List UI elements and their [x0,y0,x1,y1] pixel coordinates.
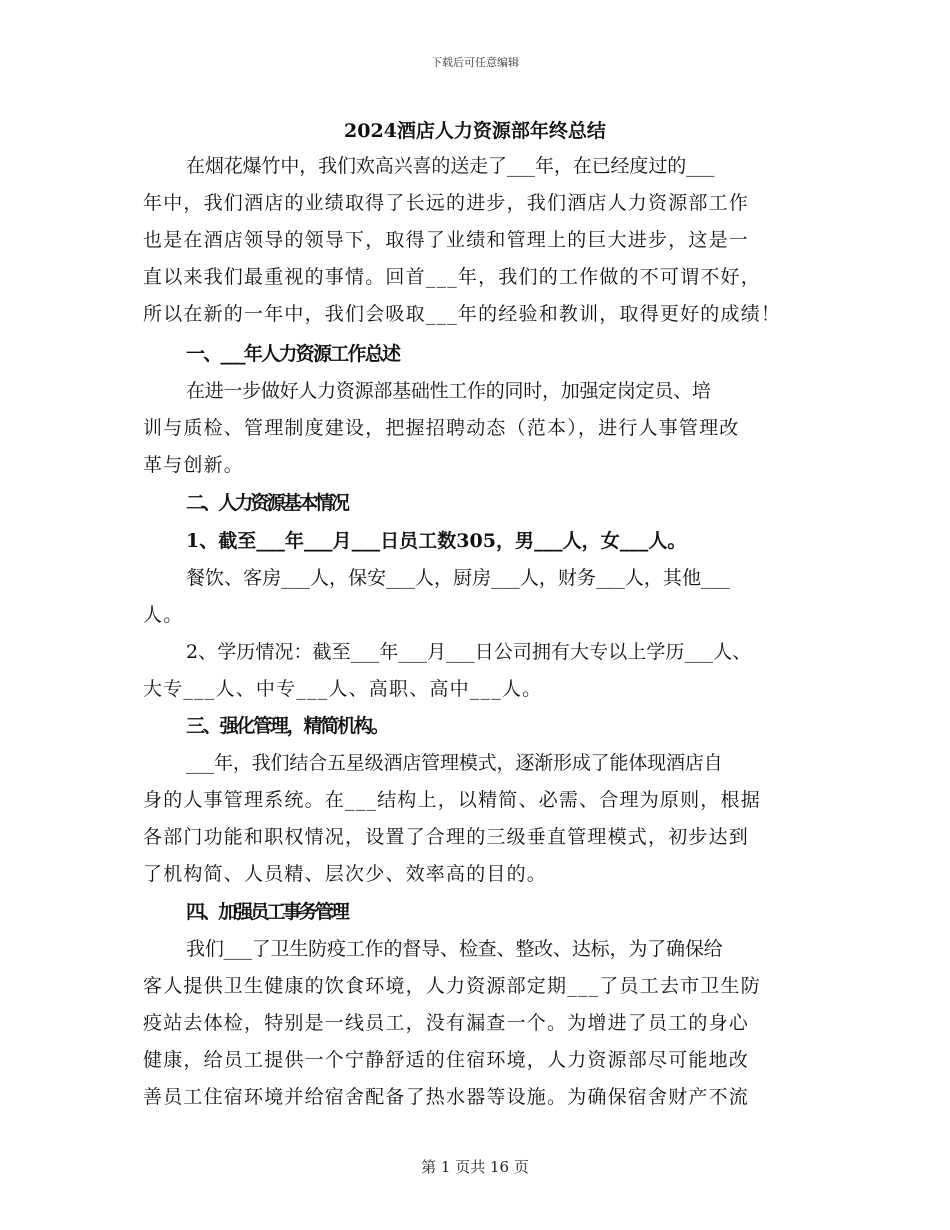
section-heading: 一、___年人力资源工作总述 [186,343,400,365]
section-heading: 三、强化管理，精简机构。 [186,715,388,737]
paragraph-line: ___年，我们结合五星级酒店管理模式，逐渐形成了能体现酒店自 [186,752,723,774]
paragraph-line: 年中，我们酒店的业绩取得了长远的进步，我们酒店人力资源部工作 [143,192,750,214]
paragraph-line: 身的人事管理系统。在___结构上，以精简、必需、合理为原则，根据 [143,789,761,811]
paragraph-line: 疫站去体检，特别是一线员工，没有漏查一个。为增进了员工的身心 [143,1012,750,1034]
paragraph-line: 2、学历情况：截至___年___月___日公司拥有大专以上学历___人、 [186,641,752,663]
section-heading: 四、加强员工事务管理 [186,901,348,923]
paragraph-line: 在进一步做好人力资源部基础性工作的同时，加强定岗定员、培 [186,380,711,402]
paragraph-line: 了机构简、人员精、层次少、效率高的目的。 [143,863,548,885]
subsection-heading: 1、截至___年___月___日员工数305，男___人，女___人。 [186,530,687,552]
paragraph-line: 训与质检、管理制度建设，把握招聘动态（范本），进行人事管理改 [143,417,740,439]
page-footer: 第 1 页共 16 页 [421,1158,529,1176]
paragraph-line: 也是在酒店领导的领导下，取得了业绩和管理上的巨大进步，这是一 [143,229,750,251]
document-title: 2024酒店人力资源部年终总结 [344,120,606,142]
paragraph-line: 革与创新。 [143,454,245,476]
paragraph-line: 所以在新的一年中，我们会吸取___年的经验和教训，取得更好的成绩！ [143,303,782,325]
paragraph-line: 大专___人、中专___人、高职、高中___人。 [143,678,543,700]
paragraph-line: 客人提供卫生健康的饮食环境，人力资源部定期___了员工去市卫生防 [143,975,761,997]
paragraph-line: 餐饮、客房___人，保安___人，厨房___人，财务___人，其他___ [186,567,730,589]
paragraph-line: 各部门功能和职权情况，设置了合理的三级垂直管理模式，初步达到 [143,826,750,848]
paragraph-line: 人。 [143,604,184,626]
paragraph-line: 善员工住宿环境并给宿舍配备了热水器等设施。为确保宿舍财产不流 [143,1086,750,1108]
paragraph-line: 在烟花爆竹中，我们欢高兴喜的送走了___年，在已经度过的___ [186,155,715,177]
paragraph-line: 直以来我们最重视的事情。回首___年，我们的工作做的不可谓不好， [143,266,761,288]
section-heading: 二、人力资源基本情况 [186,492,348,514]
paragraph-line: 健康，给员工提供一个宁静舒适的住宿环境，人力资源部尽可能地改 [143,1049,750,1071]
paragraph-line: 我们___了卫生防疫工作的督导、检查、整改、达标，为了确保给 [186,938,723,960]
page-header: 下载后可任意编辑 [431,56,519,69]
